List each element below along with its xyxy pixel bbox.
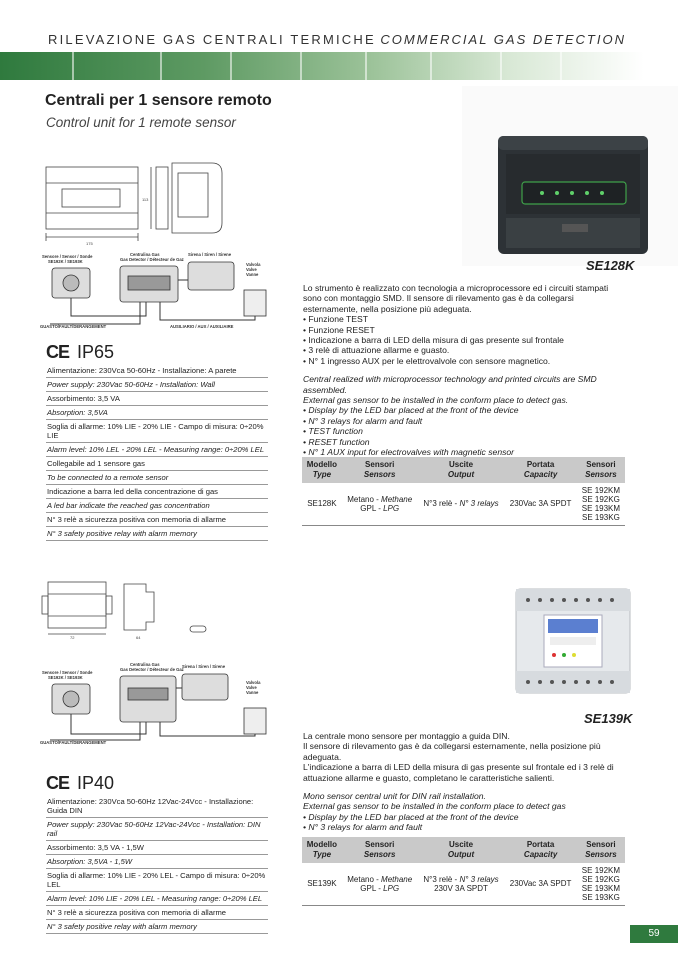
table-cell-sensors: Metano - Methane GPL - LPG: [342, 483, 418, 526]
table-header-it: Uscite: [449, 840, 474, 849]
desc-line-en: • Display by the LED bar placed at the front of the device: [303, 405, 519, 416]
desc-line-it: La centrale mono sensore per montaggio a guida DIN.: [303, 731, 510, 741]
description-se139k: [303, 731, 625, 833]
desc-line-it: • Funzione TEST: [303, 314, 368, 325]
table-header-en: Sensors: [585, 850, 617, 859]
spec-line: Power supply: 230Vac 50-60Hz - Installation: Wall: [46, 378, 268, 392]
table-header: [504, 457, 576, 483]
spec-line: Soglia di allarme: 10% LIE - 20% LEL - Campo di misura: 0÷20% LEL: [46, 869, 268, 892]
svg-text:Sirena / Siren / Sirene: Sirena / Siren / Sirene: [182, 664, 226, 669]
spec-line: Alimentazione: 230Vca 50-60Hz 12Vac-24Vcc - Installazione: Guida DIN: [46, 795, 268, 818]
header-band: [0, 52, 678, 80]
table-header-it: Modello: [306, 460, 337, 469]
product-code-se128k: SE128K: [586, 258, 635, 273]
table-cell-type: SE128K: [302, 483, 342, 526]
desc-line-it: • Indicazione a barra di LED della misura di gas presente sul frontale: [303, 335, 564, 346]
desc-line-en: • Display by the LED bar placed at the front of the device: [303, 811, 519, 822]
spec-table-se128k: [302, 457, 625, 526]
se128k-photo: [462, 86, 678, 266]
spec-line: Absorption: 3,5VA: [46, 406, 268, 420]
table-header-en: Type: [312, 470, 332, 479]
table-header-it: Portata: [526, 460, 555, 469]
se139k-photo: [508, 575, 638, 705]
desc-line-en: • N° 1 AUX input for electrovalves with magnetic sensor: [303, 447, 515, 458]
section-title: Centrali per 1 sensore remoto: [45, 92, 272, 109]
table-cell-capacity: 230Vac 3A SPDT: [504, 863, 576, 906]
table-cell-output: N°3 relè - N° 3 relays: [418, 483, 505, 526]
desc-line-en: External gas sensor to be installed in the conform place to detect gas.: [303, 395, 569, 406]
sensor-code: SE 192KG: [582, 495, 620, 504]
svg-text:72: 72: [70, 635, 75, 640]
spec-line: Indicazione a barra led della concentrazione di gas: [46, 485, 268, 499]
table-header: [302, 837, 342, 863]
ip-rating-se139k: CE IP40: [46, 773, 115, 793]
svg-text:GUASTO/FAULT/DERANGEMENT: GUASTO/FAULT/DERANGEMENT: [40, 740, 107, 745]
spec-line: Alimentazione: 230Vca 50-60Hz - Installazione: A parete: [46, 364, 268, 378]
table-header: [302, 457, 342, 483]
table-header-en: Output: [447, 470, 475, 479]
table-header-en: Capacity: [523, 470, 558, 479]
table-header: [418, 457, 505, 483]
diagram-sensor-label: Sensore / Sensor / Sonde: [42, 254, 93, 259]
ce-mark-icon: CE: [46, 342, 70, 362]
desc-line-en: • RESET function: [303, 436, 370, 447]
svg-text:Valvola: Valvola: [246, 680, 261, 685]
svg-text:SE192K / SE193K: SE192K / SE193K: [48, 259, 83, 264]
table-header-en: Sensors: [363, 470, 396, 479]
desc-line-en: External gas sensor to be installed in the conform place to detect gas: [303, 801, 566, 812]
desc-line-it: • Funzione RESET: [303, 324, 375, 335]
spec-line: Assorbimento: 3,5 VA: [46, 392, 268, 406]
svg-text:175: 175: [86, 241, 93, 245]
svg-text:Centralina Gas: Centralina Gas: [130, 662, 160, 667]
svg-text:GUASTO/FAULT/DERANGEMENT: GUASTO/FAULT/DERANGEMENT: [40, 324, 107, 329]
svg-text:Gas Detector / Détecteur de Ga: Gas Detector / Détecteur de Gaz: [120, 257, 184, 262]
spec-table-se139k: [302, 837, 625, 906]
spec-line: Alarm level: 10% LIE - 20% LEL - Measuring range: 0÷20% LEL: [46, 892, 268, 906]
desc-line-it: Lo strumento è realizzato con tecnologia a microprocessore ed i circuiti stampati sono con montaggio SMD. Il sensore di rilevamento gas è da collegarsi esternamente, nella posizione più adeguata.: [303, 283, 609, 314]
table-header: [342, 837, 418, 863]
sensor-code: SE 193KG: [582, 893, 620, 902]
ce-mark-icon: CE: [46, 773, 70, 793]
table-header: [418, 837, 505, 863]
sensor-code: SE 193KM: [581, 884, 621, 893]
spec-line: Assorbimento: 3,5 VA - 1,5W: [46, 841, 268, 855]
desc-line-it: • N° 1 ingresso AUX per le elettrovalvole con sensore magnetico.: [303, 355, 551, 366]
spec-line: To be connected to a remote sensor: [46, 471, 268, 485]
svg-text:113: 113: [142, 197, 149, 202]
sensor-code: SE 192KM: [581, 866, 621, 875]
svg-text:Valve: Valve: [246, 685, 257, 690]
desc-line-it: L'indicazione a barra di LED della misura di gas presente sul frontale ed i 3 relè di attuazione allarme e guasto, completano le caratteristiche salienti.: [303, 762, 614, 783]
sensor-code: SE 193KG: [582, 513, 620, 522]
table-header-it: Sensori: [586, 840, 616, 849]
spec-line: N° 3 safety positive relay with alarm memory: [46, 527, 268, 541]
ip-rating-se128k: CE IP65: [46, 342, 115, 362]
table-cell-sensor-codes: [577, 483, 625, 526]
table-cell-sensor-codes: [577, 863, 625, 906]
table-cell-type: SE139K: [302, 863, 342, 906]
svg-text:AUSILIARIO / AUX / AUXILIAIRE: AUSILIARIO / AUX / AUXILIAIRE: [170, 324, 234, 329]
desc-line-en: • N° 3 relays for alarm and fault: [303, 415, 423, 426]
table-header-it: Sensori: [586, 460, 616, 469]
spec-line: N° 3 safety positive relay with alarm memory: [46, 920, 268, 934]
spec-line: Power supply: 230Vac 50-60Hz 12Vac-24Vcc - Installation: DIN rail: [46, 818, 268, 841]
svg-text:SE192K / SE193K: SE192K / SE193K: [48, 675, 83, 680]
se139k-wiring-diagram: [40, 660, 280, 750]
se128k-technical-drawing: [40, 155, 280, 245]
svg-text:Valvola: Valvola: [246, 262, 261, 267]
sensor-code: SE 193KM: [581, 504, 621, 513]
table-header-it: Modello: [306, 840, 337, 849]
table-header-en: Sensors: [585, 470, 617, 479]
spec-line: Soglia di allarme: 10% LIE - 20% LIE - Campo di misura: 0÷20% LIE: [46, 420, 268, 443]
desc-line-en: • TEST function: [303, 426, 363, 437]
table-header-en: Capacity: [523, 850, 558, 859]
spec-line: Alarm level: 10% LEL - 20% LEL - Measuring range: 0÷20% LEL: [46, 443, 268, 457]
svg-text:Vanne: Vanne: [246, 690, 259, 695]
table-header-it: Sensori: [365, 840, 395, 849]
spec-line: N° 3 relè a sicurezza positiva con memoria di allarme: [46, 513, 268, 527]
table-cell-output: N°3 relè - N° 3 relays 230V 3A SPDT: [418, 863, 505, 906]
spec-list-se139k: [46, 795, 268, 934]
sensor-code: SE 192KM: [581, 486, 621, 495]
table-header: [504, 837, 576, 863]
svg-text:Sensore / Sensor / Sonde: Sensore / Sensor / Sonde: [42, 670, 93, 675]
svg-text:64: 64: [136, 635, 141, 640]
svg-text:Centralina Gas: Centralina Gas: [130, 252, 160, 257]
svg-text:Gas Detector / Détecteur de Ga: Gas Detector / Détecteur de Gaz: [120, 667, 184, 672]
table-header: [342, 457, 418, 483]
desc-line-en: • N° 3 relays for alarm and fault: [303, 822, 423, 833]
spec-line: N° 3 relè a sicurezza positiva con memoria di allarme: [46, 906, 268, 920]
table-header-en: Type: [312, 850, 332, 859]
table-header-it: Portata: [526, 840, 555, 849]
sensor-code: SE 192KG: [582, 875, 620, 884]
table-header-it: Sensori: [365, 460, 395, 469]
desc-line-it: Il sensore di rilevamento gas è da collegarsi esternamente, nella posizione più adeguata.: [303, 741, 601, 762]
table-header: [577, 837, 625, 863]
desc-line-en: Central realized with microprocessor technology and printed circuits are SMD assembled.: [303, 374, 597, 395]
desc-line-it: • 3 relè di attuazione allarme e guasto.: [303, 345, 450, 356]
spec-line: A led bar indicate the reached gas concentration: [46, 499, 268, 513]
spec-line: Collegabile ad 1 sensore gas: [46, 457, 268, 471]
svg-text:Sirena / Siren / Sirene: Sirena / Siren / Sirene: [188, 252, 232, 257]
svg-text:Vanne: Vanne: [246, 272, 259, 277]
table-cell-capacity: 230Vac 3A SPDT: [504, 483, 576, 526]
header-left: RILEVAZIONE GAS CENTRALI TERMICHE: [48, 32, 376, 47]
se128k-wiring-diagram: [40, 250, 280, 332]
table-header-en: Output: [447, 850, 475, 859]
desc-line-en: Mono sensor central unit for DIN rail installation.: [303, 791, 486, 802]
section-subtitle: Control unit for 1 remote sensor: [46, 115, 236, 130]
table-header: [577, 457, 625, 483]
description-se128k: [303, 283, 625, 458]
table-cell-sensors: Metano - Methane GPL - LPG: [342, 863, 418, 906]
table-header-en: Sensors: [363, 850, 396, 859]
table-header-it: Uscite: [449, 460, 474, 469]
spec-line: Absorption: 3,5VA - 1,5W: [46, 855, 268, 869]
svg-text:Valve: Valve: [246, 267, 257, 272]
header-right: COMMERCIAL GAS DETECTION: [380, 32, 626, 47]
spec-list-se128k: [46, 364, 268, 541]
se139k-technical-drawing: [40, 570, 280, 640]
product-code-se139k: SE139K: [584, 711, 633, 726]
page-number: 59: [630, 925, 678, 943]
